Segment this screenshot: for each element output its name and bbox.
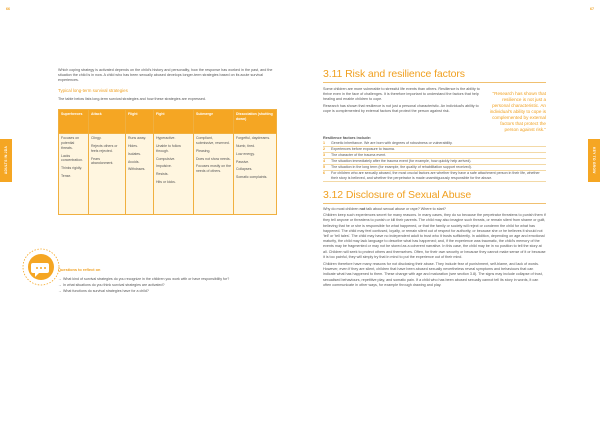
table-cell-item: Withdraws. [128,167,146,172]
page-number-right: 67 [590,7,594,11]
table-cell-item: Does not show needs. [196,156,231,161]
list-item-text: For children who are sexually abused, the most crucial factors are whether they have a safe attachment person in their life, whether their story is believed, and whether the perpetrator is made unambiguously responsible for the abuse. [331,170,540,180]
list-item: 2 Experiences before exposure to trauma. [323,147,546,153]
list-item: 3 The character of the trauma event. [323,153,546,159]
pull-quote: "Research has shown that resilience is not just a personal characteristic. An individual's ability to cope is complemented by external factors that protect the person against risk." [489,90,546,132]
table-cell-item: Hits or kicks. [156,180,176,185]
table-intro-paragraph: The table below lists long-term survival strategies and how these strategies are expressed. [58,96,206,101]
table-cell-item: Focuses on potential threats. [61,135,80,150]
survival-strategies-table [58,109,277,215]
table-cell-item: Somatic complaints. [236,175,268,180]
disclosure-body [323,213,546,288]
table-cell-item: Runs away. [128,135,147,140]
section-risk-resilience-title: 3.11 Risk and resilience factors [323,68,465,80]
table-cell [194,133,234,214]
right-column [323,68,546,290]
list-item-text: The character of the trauma event. [331,152,387,157]
table-cell-item: Fears abandonment. [91,156,114,166]
table-cell-item: Numb, tired. [236,143,256,148]
list-item: 5 The situation in the long term (for example, the quality of rehabilitation support received). [323,165,546,171]
list-item-text: Genetic inheritance. We are born with degrees of robustness or vulnerability. [331,140,453,145]
side-tab-left-label: ADULTS IN JDA [4,146,8,175]
table-cell-item: Impulsive. [156,164,172,169]
table-cell-item: Focuses mostly on the needs of others. [196,164,232,174]
table-cell-item: Hyperactive. [156,135,176,140]
table-cell-item: Hides. [128,143,138,148]
list-item: 1 Genetic inheritance. We are born with degrees of robustness or vulnerability. [323,141,546,147]
table-cell-item: Resists. [156,172,169,177]
table-cell-item: Collapses. [236,167,253,172]
disclosure-paragraph: Children keep such experiences secret for many reasons. In many cases, they do so because the perpetrator threatens to punish them if they tell anyone or threatens to punish or kill their parents. The child may also imagine such threats, or remain silent from shame or guilt, believing that he or she is responsible for what happened, or that the family or society will reject or condemn the child for what has happened. The child may feel confused, loyalty, or remain silent out of respect for authority, or because she or he believes it should not 'tell' or 'tell tales'. The child may have no independent adult to trust who it trusts sufficiently. In addition, depending on age and emotional maturity, the child may lack language to describe what has happened; and, if the experience was traumatic, the child's memory of the events may be fragmented or may not be stored as a coherent narrative. In this case, the child may be in no position to tell the story at all. Children will seek to protect others and themselves. Often, for their own security or because they cannot make sense of it or because it is too painful, they will simply try that in mind to put the experience out of their mind. [323,213,546,259]
section-divider [323,82,546,83]
table-cell-item: Isolates. [128,151,142,156]
resilience-intro-row [323,87,546,133]
resilience-factors-list [323,141,546,182]
section-disclosure-title: 3.12 Disclosure of Sexual Abuse [323,188,472,201]
table-cell-item: Passive. [236,159,250,164]
table-cell-item: Rejects others or feels rejected. [91,143,118,153]
table-header-cell: Flight [126,109,154,133]
side-tab-right-label: KEY TO GROW [592,147,596,174]
resilience-intro-paragraph-2: Research has shown that resilience is not just a personal characteristic. An individual's ability to cope is complemented by external factors that protect the person against risk. [323,104,479,114]
speech-bubble-icon [21,247,61,287]
disclosure-paragraph: Children therefore have many reasons for not disclosing their abuse. They include fear of punishment, self-blame, and lack of words. However, even if they are silent, children that have been abused sexually nevertheless reveal symptoms and behaviours that can indicate what has happened to them. These change with age and maturation (see section 3.8). The signs may include collapse of trust, sexualised behaviours, repetitive play, and somatic pain. If a child who has been abused sexually cannot tell its story in words, it can often communicate in other ways, for example through drawing and play. [323,262,543,287]
reflect-question-list [58,277,276,294]
resilience-factors-heading: Resilience factors include: [323,135,372,140]
table-cell-item: Forgetful, daydreams. [236,135,271,140]
list-item: 6 For children who are sexually abused, the most crucial factors are whether they have a safe attachment person in their life, whether their story is believed, and whether the perpetrator is made unambiguously responsible for the abuse. [323,171,546,182]
list-item-text: Experiences before exposure to trauma. [331,146,395,151]
reflect-heading: Questions to reflect on [58,267,101,272]
table-cell-item: Lacks concentration. [61,153,83,163]
page-number-left: 66 [6,7,10,11]
table-cell-item: Tense. [61,174,72,179]
table-cell-item: Thinks rigidly. [61,166,83,171]
table-cell-item: Compulsive. [156,156,176,161]
resilience-intro-text [323,87,480,133]
table-header-cell: Dissociation (shutting down) [234,109,277,133]
table-row [59,133,277,214]
list-item-text: The situation in the long term (for example, the quality of rehabilitation support received). [331,164,472,169]
table-cell [126,133,154,214]
list-item: → What kind of survival strategies do you recognize in the children you work with or have responsibility for? [58,277,276,282]
table-cell-item: Avoids. [128,159,140,164]
table-cell-item: Low energy. [236,151,255,156]
left-column [58,68,276,215]
list-item: → What functions do survival strategies have for a child? [58,289,276,294]
resilience-intro-paragraph: Some children are more vulnerable to stressful life events than others. Resilience is the ability to thrive even in the face of challenges. It is therefore important to understand the factors that help healing and enable children to cope. [323,86,480,101]
table-cell-item: Unable to follow through. [156,143,181,153]
table-header-cell: Fight [154,109,194,133]
table-cell-item: Compliant, submissive, reserved. [196,135,230,145]
survival-strategies-subheading: Typical long-term survival strategies [58,87,128,93]
table-cell [89,133,126,214]
list-item-text: The situation immediately after the trauma event (for example, how quickly help arrived). [331,158,472,163]
table-cell [59,133,89,214]
section-divider [323,203,546,204]
list-item: 4 The situation immediately after the trauma event (for example, how quickly help arrived). [323,159,546,165]
table-cell [234,133,277,214]
side-tab-left [0,139,12,182]
disclosure-question: Why do most children not talk about sexual abuse or rape? Where to start? [323,207,446,211]
table-cell-item: Clingy. [91,135,102,140]
table-header-cell: Submerge [194,109,234,133]
table-cell [154,133,194,214]
side-tab-right [588,139,600,182]
table-header-row [59,109,277,133]
table-header-cell: Attack [89,109,126,133]
list-item: → In what situations do you think survival strategies are activated? [58,283,276,288]
table-cell-item: Pleasing. [196,148,211,153]
table-header-cell: Superheroes [59,109,89,133]
left-intro-paragraph: Which coping strategy is activated depends on the child's history and personality, how the response has worked in the past, and the situation the child is in now. A child who has been sexually abused develops longer-term strategies based on its acute survival experiences. [58,68,273,83]
